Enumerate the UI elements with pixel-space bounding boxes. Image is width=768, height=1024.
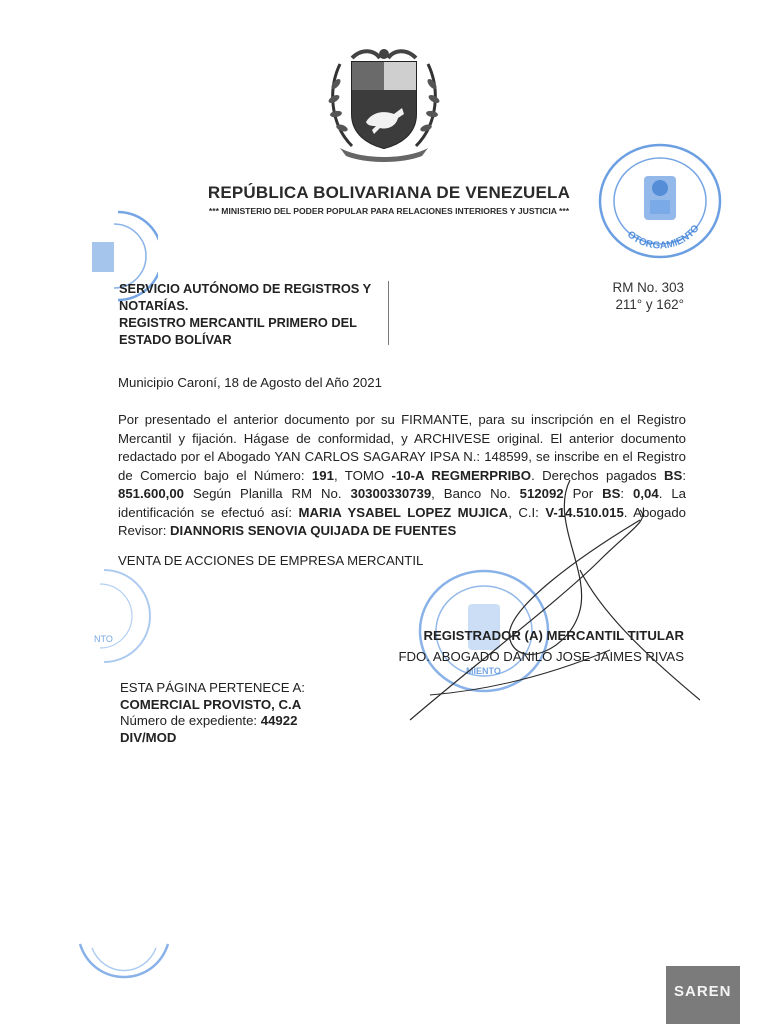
rm-number: RM No. 303 bbox=[612, 280, 684, 295]
registry-office-block bbox=[119, 280, 379, 348]
registrar-title: REGISTRADOR (A) MERCANTIL TITULAR bbox=[423, 628, 684, 643]
planilla-number: 30300330739 bbox=[350, 486, 432, 501]
seal-text-center: MIENTO bbox=[466, 666, 501, 676]
ownership-block bbox=[120, 680, 305, 746]
partial-seal-stamp-mid-left bbox=[56, 566, 152, 666]
register-number: 191 bbox=[311, 467, 334, 483]
seal-text: OTORGAMIENTO bbox=[624, 223, 702, 252]
coat-of-arms-icon bbox=[322, 44, 446, 162]
saren-badge: SAREN bbox=[666, 966, 740, 1024]
office-line-3: REGISTRO MERCANTIL PRIMERO DEL bbox=[119, 315, 357, 330]
office-line-2: NOTARÍAS. bbox=[119, 298, 189, 313]
ministry-subtitle: *** MINISTERIO DEL PODER POPULAR PARA RELACIONES INTERIORES Y JUSTICIA *** bbox=[208, 206, 570, 216]
place-date: Municipio Caroní, 18 de Agosto del Año 2021 bbox=[118, 375, 382, 390]
belongs-label: ESTA PÁGINA PERTENECE A: bbox=[120, 680, 305, 695]
identified-person: MARIA YSABEL LOPEZ MUJICA bbox=[298, 504, 509, 520]
document-title: REPÚBLICA BOLIVARIANA DE VENEZUELA bbox=[207, 183, 571, 202]
transaction-type: VENTA DE ACCIONES DE EMPRESA MERCANTIL bbox=[118, 553, 424, 568]
seal-text-mid-left: NTO bbox=[94, 634, 113, 644]
partial-seal-stamp-bottom-left bbox=[74, 938, 174, 994]
tomo-code: -10-A REGMERPRIBO bbox=[391, 467, 532, 483]
header-divider bbox=[388, 281, 389, 345]
id-number: V-14.510.015 bbox=[545, 504, 624, 520]
fees-amount: 851.600,00 bbox=[118, 486, 185, 501]
bank-number: 512092 bbox=[519, 486, 564, 501]
document-code: DIV/MOD bbox=[120, 729, 177, 745]
expediente-line: Número de expediente: 44922 bbox=[120, 713, 298, 728]
office-line-1: SERVICIO AUTÓNOMO DE REGISTROS Y bbox=[119, 281, 372, 296]
expediente-number: 44922 bbox=[260, 713, 298, 728]
registration-paragraph: Por presentado el anterior documento por su FIRMANTE, para su inscripción en el Registro Mercantil y fijación. Hágase de conformidad, y ARCHIVESE original. El anterior documento redactado por el Abogado YAN CARLOS SAGARAY IPSA N.: 148599, se inscribe en el Registro de Comercio bajo el Número: 191, TOMO -10-A REGMERPRIBO. Derechos pagados BS: 851.600,00 Según Planilla RM No. 30300330739, Banco No. 512092 Por BS: 0,04. La identificación se efectuó así: MARIA YSABEL LOPEZ MUJICA, C.I: V-14.510.015. Abogado Revisor: DIANNORIS SENOVIA QUIJADA DE FUENTES bbox=[118, 412, 686, 538]
svg-text:OTORGAMIENTO bbox=[625, 223, 702, 252]
office-line-4: ESTADO BOLÍVAR bbox=[119, 332, 232, 347]
anniversary-years: 211° y 162° bbox=[615, 297, 684, 312]
reference-block bbox=[613, 279, 684, 313]
company-name: COMERCIAL PROVISTO, C.A bbox=[120, 696, 302, 712]
second-amount: 0,04 bbox=[633, 486, 659, 501]
registrar-name: FDO. ABOGADO DANILO JOSE JAIMES RIVAS bbox=[398, 649, 684, 664]
reviewer-name: DIANNORIS SENOVIA QUIJADA DE FUENTES bbox=[170, 523, 457, 538]
